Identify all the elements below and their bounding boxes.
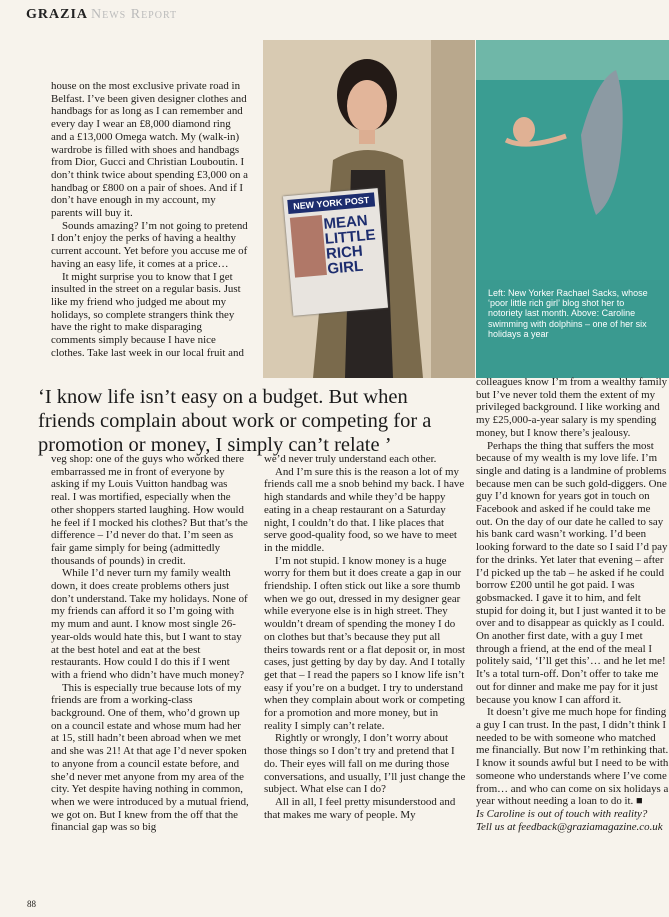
- photo-caption: [476, 280, 669, 378]
- newspaper: [283, 188, 388, 316]
- photo-dolphin-swim: [476, 40, 669, 280]
- dolphin-icon: [476, 40, 669, 280]
- newspaper-photo-icon: [290, 215, 327, 278]
- paragraph: All in all, I feel pretty misunderstood and that makes me wary of people. My: [264, 795, 456, 821]
- caption-text: Left: New Yorker Rachael Sacks, whose ‘poor little rich girl’ blog shot her to notoriety last month. Above: Caroline swimming with dolphins – one of her six holidays a year: [488, 288, 648, 339]
- newspaper-headline: MEAN LITTLE RICH GIRL: [322, 212, 377, 278]
- paragraph: Perhaps the thing that suffers the most because of my wealth is my love life. I’m single and dating is a landmine of problems because men can be such gold-diggers. One guy I’d known for years got in touch on Facebook and asked if he could take me out. On the day of our date he called to say his bank card wasn’t working. I’d been looking forward to the date so I said I’d pay for the drinks. Yet later that evening – after I’d picked up the tab – he asked if he could borrow £200 until he got paid. I was gobsmacked. I gave it to him, and felt stupid for doing it, but I just wanted it to be over and to disappear as quickly as I could. On another first date, with a guy I met through a friend, at the end of the meal I politely said, ‘I’ll get this’… and he let me! It’s a total turn-off. Don’t offer to take me out for dinner and make me pay for it just because you know I can afford it.: [476, 439, 668, 706]
- paragraph: we’d never truly understand each other.: [264, 453, 437, 465]
- paragraph: While I’d never turn my family wealth down, it does create problems others just don’t understand. Take my holidays. None of my friends can afford it so I’m going with my mum and aunt. I know most single 26-year-olds would hate this, but I want to stay at the best hotel and eat at the best restaurants. How could I do this if I went with a friend who didn’t have much money?: [51, 567, 248, 681]
- paragraph: It doesn’t give me much hope for finding a guy I can trust. In the past, I didn’t think I needed to be with someone who matched me financially. But now I’m rethinking that. I know it sounds awful but I need to be with someone who understands where I’ve come from… and who can come on six holidays a year without needing a loan to do it. ■: [476, 706, 669, 808]
- section-name: News Report: [91, 7, 178, 22]
- page-header: [26, 7, 177, 23]
- page-number: 88: [27, 899, 36, 909]
- pull-quote: ‘I know life isn’t easy on a budget. But when friends complain about work or competing for a promotion or money, I simply can’t relate ’: [38, 386, 432, 456]
- column-2: [264, 453, 467, 821]
- paragraph: colleagues know I’m from a wealthy family but I’ve never told them the extent of my privileged background. I like working and my £25,000-a-year salary is my spending money, but I know there’s jealousy.: [476, 376, 668, 439]
- brand-name: GRAZIA: [26, 7, 89, 22]
- column-1-top: [51, 80, 249, 359]
- paragraph: This is especially true because lots of my friends are from a working-class background. One of them, who’d grown up on a council estate and whose mum had her at 15, still hadn’t been abroad when we met and she was 21! At that age I’d never spoken to anyone from a council estate before, and she’d never met anyone from my area of the city. Yet despite having nothing in common, when we were introduced by a mutual friend, we got on. But I knew from the off that the financial gap was so big: [51, 681, 249, 834]
- paragraph: veg shop: one of the guys who worked there embarrassed me in front of everyone by asking if my Louis Vuitton handbag was real. I was mortified, especially when the other shoppers started laughing. How would he feel if I mocked his clothes? But that’s the difference – I’d never do that. I’m seen as fair game simply for being (admittedly thousands of pounds) in credit.: [51, 453, 248, 567]
- paragraph: house on the most exclusive private road in Belfast. I’ve been given designer clothes and handbags for as long as I can remember and every day I wear an £8,000 diamond ring and a £13,000 Omega watch. My (walk-in) wardrobe is filled with shoes and handbags from Dior, Gucci and Christian Louboutin. I don’t think twice about spending £3,000 on a handbag or £800 on a pair of shoes. And if I don’t have enough in my account, my parents will buy it.: [51, 80, 249, 220]
- column-1: [51, 453, 249, 834]
- signoff-question: Is Caroline is out of touch with reality?: [476, 807, 648, 820]
- paragraph: It might surprise you to know that I get insulted in the street on a regular basis. Just like my friend who judged me about my holidays, so complete strangers think they have the right to make disparaging comments simply because I have nice clothes. Take last week in our local fruit and: [51, 270, 244, 359]
- paragraph: And I’m sure this is the reason a lot of my friends call me a snob behind my back. I have high standards and while they’d be happy eating in a cheap restaurant on a Saturday night, I couldn’t do that. I like places that serve good-quality food, so we have to meet in the middle.: [264, 465, 465, 554]
- column-3: [476, 376, 669, 833]
- signoff-contact: Tell us at feedback@graziamagazine.co.uk: [476, 820, 663, 833]
- paragraph: Rightly or wrongly, I don’t worry about those things so I don’t try and pretend that I do. Their eyes will fall on me during those conversations, and usually, I’ll just change the subject. What else can I do?: [264, 732, 466, 796]
- paragraph: I’m not stupid. I know money is a huge worry for them but it does create a gap in our friendship. I often stick out like a sore thumb when we go out, dressed in my designer gear while everyone else is in high street. They wouldn’t dream of spending the money I do on clothes but that’s because they put all theirs towards rent or a flat deposit or, in most cases, just getting by day by day. And I totally get that – I read the papers so I know life isn’t easy if you’re on a budget. I try to understand when they complain about work or competing for a promotion and more money, but in reality I simply can’t relate.: [264, 554, 466, 732]
- newspaper-masthead: NEW YORK POST: [287, 192, 375, 214]
- photo-rachael-sacks: [263, 40, 475, 378]
- paragraph: Sounds amazing? I’m not going to pretend I don’t enjoy the perks of having a healthy current account. Yet before you accuse me of having an easy life, it comes at a price…: [51, 219, 248, 270]
